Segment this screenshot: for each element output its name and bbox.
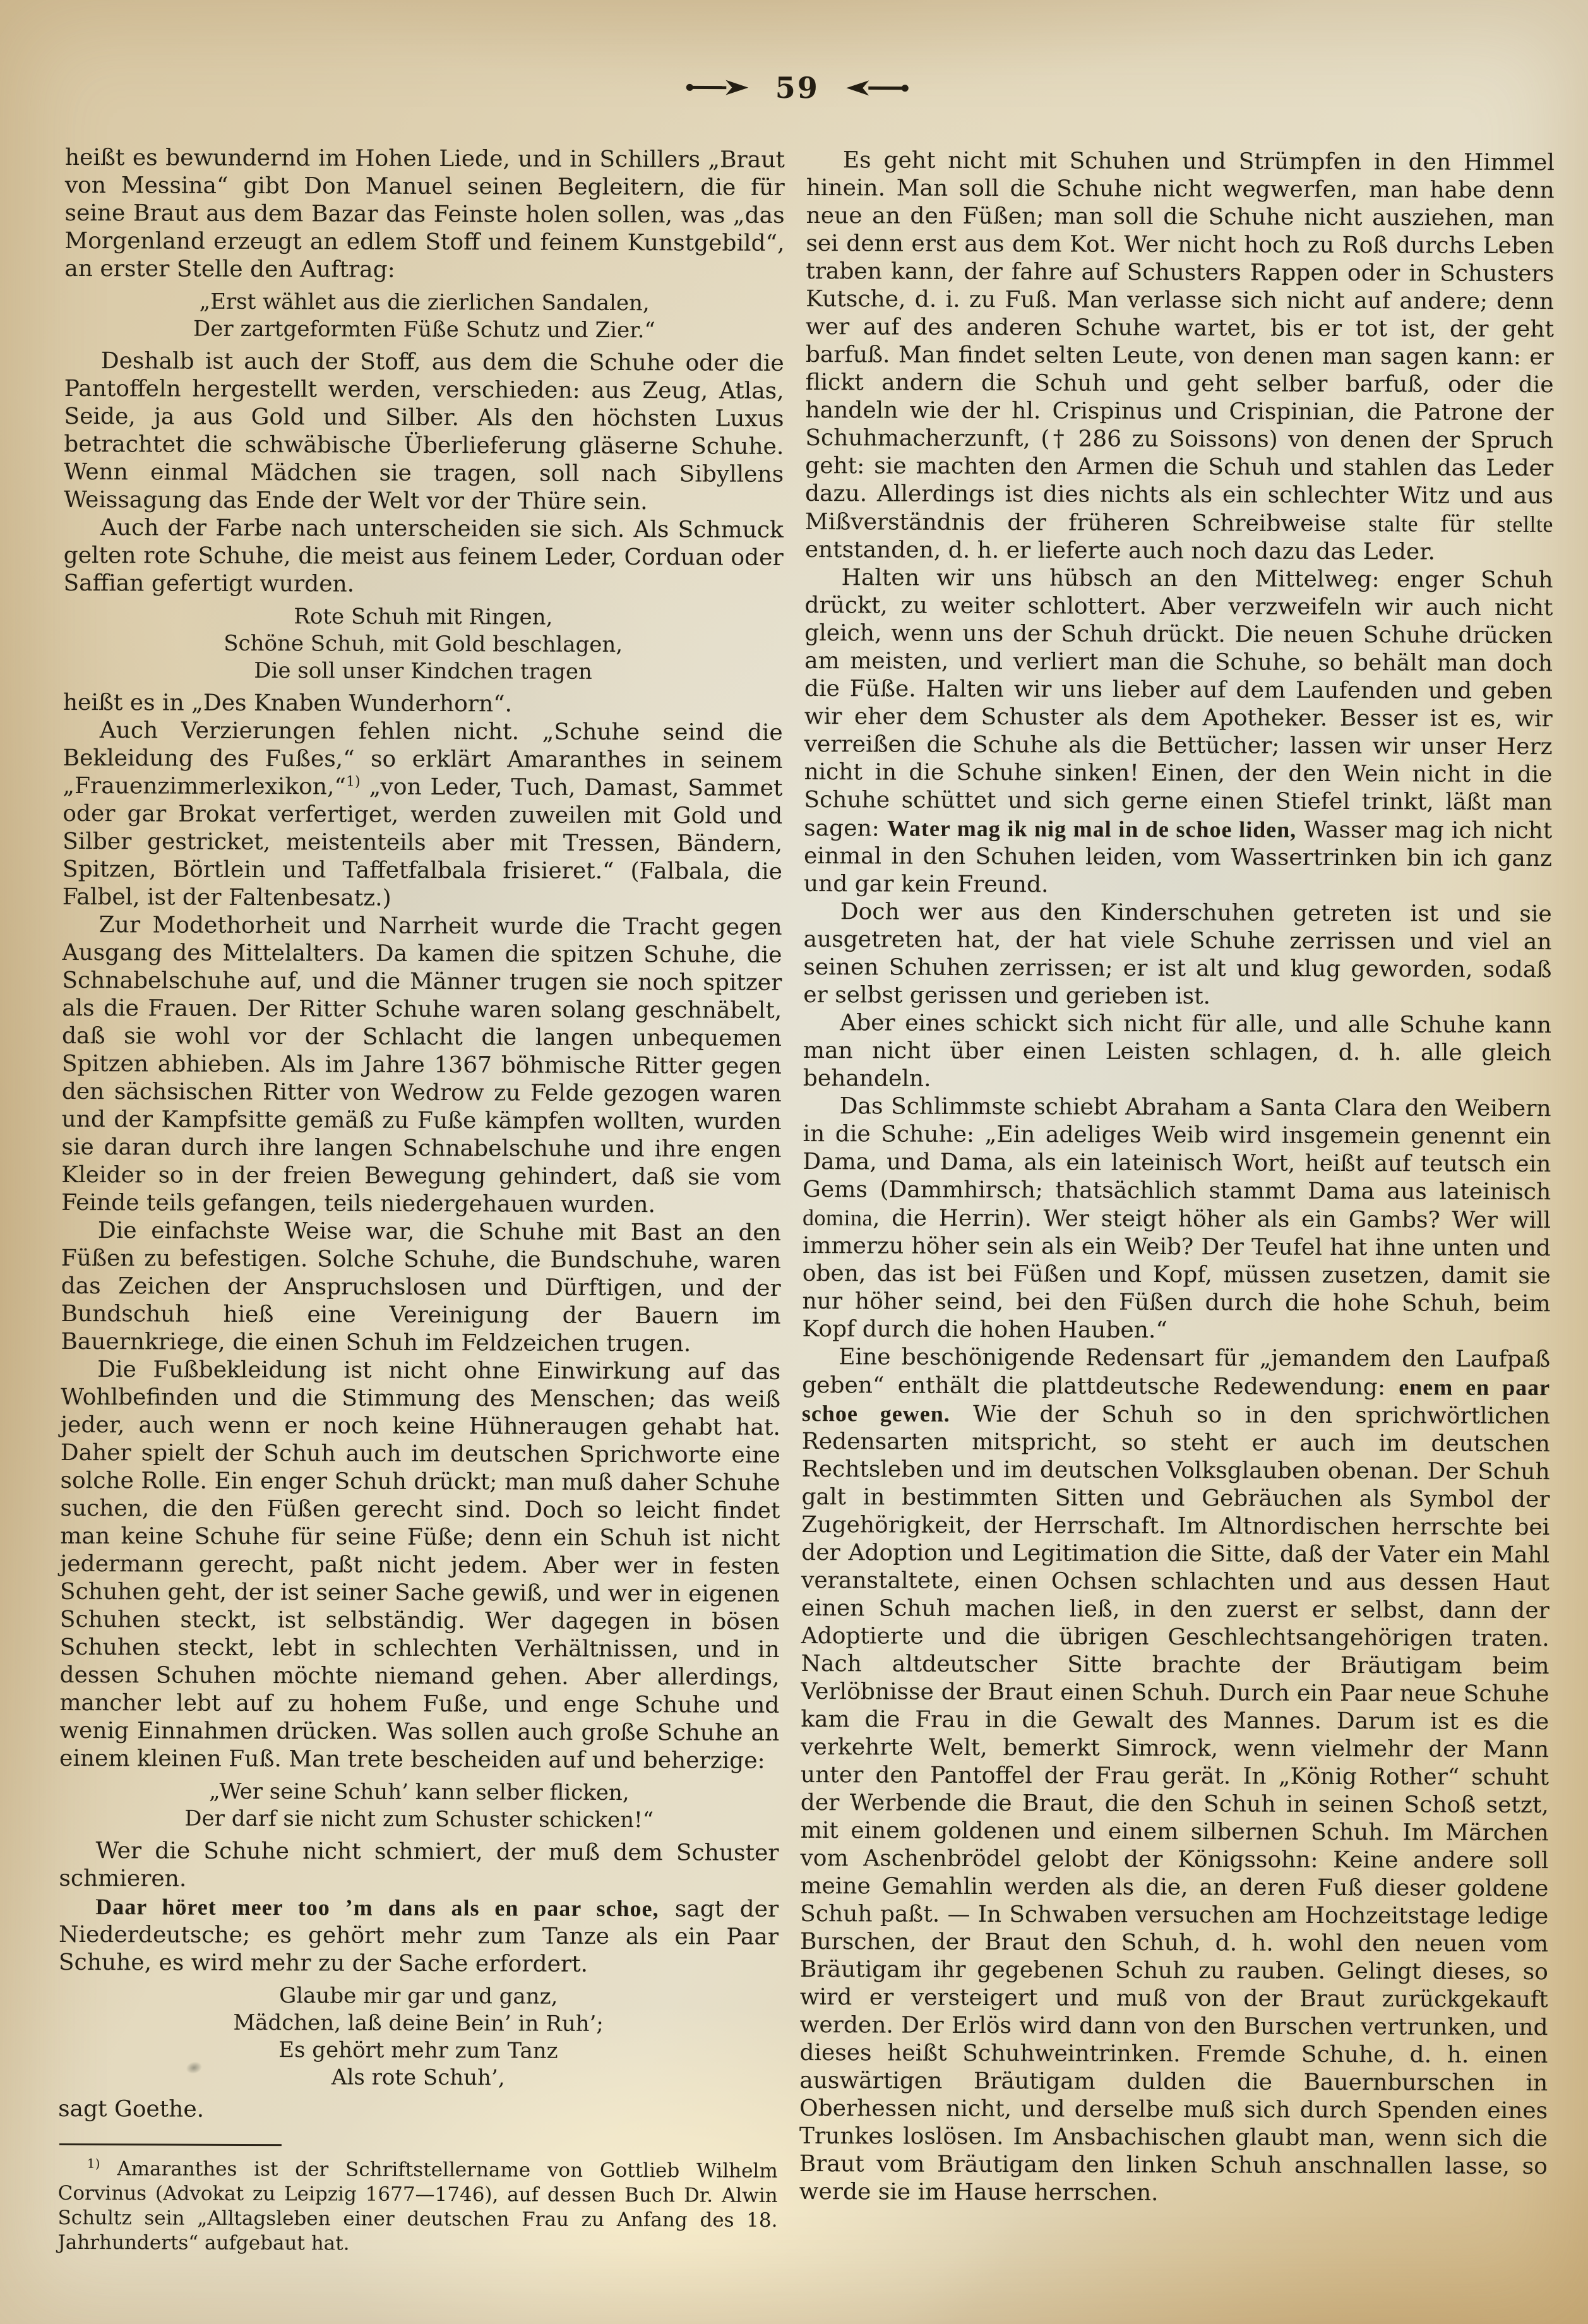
paragraph: Auch der Farbe nach unterscheiden sie sich. Als Schmuck gelten rote Schuhe, die meist aus feinem Leder, Corduan oder Saffian gefertigt wurden. (63, 515, 784, 597)
text-segment: „von Leder, Tuch, Damast, Sammet oder gar Brokat verfertiget, werden zuweilen mit Gold und Silber gestricket, meistenteils aber mit Tressen, Bändern, Spitzen, Börtlein und Taffetfalbala frisieret.“ (Falbala, die Falbel, ist der Faltenbesatz.) (62, 774, 783, 911)
page-header (3, 71, 1588, 105)
right-column (799, 147, 1555, 2208)
footnote-text: Amaranthes ist der Schriftstellername von Gottlieb Wilhelm Corvinus (Advokat zu Leipzig 1677—1746), auf dessen Buch Dr. Alwin Schultz sein „Alltagsleben einer deutschen Frau zu Anfang des 18. Jahrhunderts“ aufgebaut hat. (57, 2157, 778, 2255)
verse-line: Der darf sie nicht zum Schuster schicken!“ (184, 1806, 654, 1833)
text-segment-antiqua: Daar höret meer too ’m dans als en paar schoe, (95, 1894, 659, 1922)
paragraph: Aber eines schickt sich nicht für alle, und alle Schuhe kann man nicht über einen Leisten schlagen, d. h. alle gleich behandeln. (803, 1010, 1552, 1092)
header-ornament-left-icon (686, 78, 749, 96)
left-column (57, 144, 785, 2258)
paragraph (799, 1343, 1551, 2208)
verse-line: Der zartgeformten Füße Schutz und Zier.“ (193, 316, 655, 344)
attribution: sagt Goethe. (58, 2095, 205, 2123)
page-number: 59 (775, 70, 820, 105)
text-segment: Halten wir uns hübsch an den Mittelweg: enger Schuh drückt, zu weiter schlottert. Aber verzweifeln wir auch nicht gleich, wenn uns der Schuh drückt. Die neuen Schuhe drücken am meisten, und verliert man die Schuhe, so behält man doch die Füße. Halten wir uns lieber auf dem Laufenden und geben wir eher dem Schuster als dem Apotheker. Besser ist es, wir verreißen die Schuhe als die Bettücher; lassen wir unser Herz nicht in die Schuhe sinken! Einen, der den Wein nicht in die Schuhe schüttet und sich gerne einen Stiefel trinkt, läßt man sagen: (804, 565, 1553, 842)
text-segment-antiqua: domina (802, 1205, 873, 1231)
paragraph: Wer die Schuhe nicht schmiert, der muß dem Schuster schmieren. (59, 1838, 779, 1892)
text-segment: Es geht nicht mit Schuhen und Strümpfen in den Himmel hinein. Man soll die Schuhe nicht wegwerfen, man habe denn neue an den Füßen; man soll die Schuhe nicht ausziehen, man sei denn erst aus dem Kot. Wer nicht hoch zu Roß durchs Leben traben kann, der fahre auf Schusters Rappen oder in Schusters Kutsche, d. i. zu Fuß. Man verlasse sich nicht auf andere; denn wer auf des anderen Schuhe wartet, bis er tot ist, der geht barfuß. Man findet selten Leute, von denen man sagen kann: er flickt andern die Schuh und geht selber barfuß, oder die handeln wie der hl. Crispinus und Crispinian, die Patrone der Schuhmacherzunft, († 286 zu Soissons) von denen der Spruch geht: sie machten den Armen die Schuh und stahlen das Leder dazu. Allerdings ist dies nichts als ein schlechter Witz und aus Mißverständnis der früheren Schreibweise (804, 147, 1555, 537)
paragraph (63, 717, 783, 914)
text-segment: sagt der Niederdeutsche; es gehört mehr zum Tanze als ein Paar Schuhe, es wird mehr zu der Sache erfordert. (58, 1896, 779, 1977)
verse-line: „Wer seine Schuh’ kann selber flicken, (209, 1778, 630, 1806)
text-segment: Das Schlimmste schiebt Abraham a Santa Clara den Weibern in die Schuhe: „Ein adeliges Weib wird insgemein genennt ein Dama, und Dama, als ein lateinisch Wort, heißt auf teutsch ein Gems (Dammhirsch; thatsächlich stammt Dama aus lateinisch (803, 1093, 1551, 1206)
paragraph: Zur Modethorheit und Narrheit wurde die Tracht gegen Ausgang des Mittelalters. Da kamen die spitzen Schuhe, die Schnabelschuhe auf, und die Männer trugen sie noch spitzer als die Frauen. Der Ritter Schuhe waren solang geschnäbelt, daß sie wohl vor der Schlacht die langen unbequemen Spitzen abhieben. Als im Jahre 1367 böhmische Ritter gegen den sächsischen Ritter von Wedrow zu Felde gezogen waren und der Kampfsitte gemäß zu Fuße kämpfen wollten, wurden sie daran durch ihre langen Schnabelschuhe und ihre engen Kleider so in der freien Bewegung gehindert, daß sie vom Feinde teils gefangen, teils niedergehauen wurden. (61, 912, 782, 1218)
text-segment: Wasser mag ich nicht einmal in den Schuhen leiden, vom Wassertrinken bin ich ganz und gar kein Freund. (803, 817, 1553, 898)
footnote-marker: 1) (87, 2155, 100, 2171)
verse-line: Schöne Schuh, mit Gold beschlagen, (224, 630, 623, 658)
text-segment: , die Herrin). Wer steigt höher als ein Gambs? Wer will immerzu höher sein als ein Weib? Der Teufel hat ihne unten und oben, das ist bei Füßen und Kopf, müssen zusetzen, damit sie nur höher seind, bei den Füßen durch die hohe Schuh, beim Kopf durch die hohen Hauben.“ (802, 1205, 1551, 1344)
verse-line: Die soll unser Kindchen tragen (254, 658, 592, 685)
paragraph: heißt es bewundernd im Hohen Liede, und in Schillers „Braut von Messina“ gibt Don Manuel seinen Begleitern, die für seine Braut aus dem Bazar das Feinste holen sollen, was „das Morgenland erzeugt an edlem Stoff und feinem Kunstgebild“, an erster Stelle den Auftrag: (64, 144, 785, 283)
verse-line: Glaube mir gar und ganz, (279, 1983, 558, 2010)
verse (63, 602, 783, 686)
verse-line: Es gehört mehr zum Tanz (278, 2037, 558, 2064)
text-segment-antiqua: stalte (1368, 511, 1419, 537)
text-segment: Eine beschönigende Redensart für „jemandem den Laufpaß geben“ enthält die plattdeutsche Redewendung: (802, 1344, 1551, 1401)
paragraph: heißt es in „Des Knaben Wunderhorn“. (63, 689, 513, 717)
paragraph (802, 1093, 1551, 1346)
text-segment: entstanden, d. h. er lieferte auch noch dazu das Leder. (804, 537, 1436, 565)
paragraph: Die Fußbekleidung ist nicht ohne Einwirkung auf das Wohlbefinden und die Stimmung des Menschen; das weiß jeder, auch wenn er noch keine Hühneraugen gehabt hat. Daher spielt der Schuh auch im deutschen Sprichworte eine solche Rolle. Ein enger Schuh drückt; man muß daher Schuhe suchen, die den Füßen gerecht sind. Doch so leicht findet man keine Schuhe für seine Füße; denn ein Schuh ist nicht jedermann gerecht, paßt nicht jedem. Aber wer in festen Schuhen geht, der ist seiner Sache gewiß, und wer in eigenen Schuhen steckt, ist selbständig. Wer dagegen in bösen Schuhen steckt, lebt in schlechten Verhältnissen, und in dessen Schuhen möchte niemand gehen. Aber allerdings, mancher lebt auf zu hohem Fuße, und enge Schuhe und wenig Einnahmen drücken. Was sollen auch große Schuhe an einem kleinen Fuß. Man trete bescheiden auf und beherzige: (59, 1357, 781, 1774)
header-ornament-right-icon (846, 79, 909, 97)
footnote-rule (59, 2143, 282, 2146)
text-segment-antiqua: stellte (1496, 511, 1553, 537)
footnote-reference: 1) (345, 773, 361, 790)
paragraph: Deshalb ist auch der Stoff, aus dem die Schuhe oder die Pantoffeln hergestellt werden, verschieden: aus Zeug, Atlas, Seide, ja aus Gold und Silber. Als den höchsten Luxus betrachtet die schwäbische Überlieferung gläserne Schuhe. Wenn einmal Mädchen sie tragen, soll nach Sibyllens Weissagung das Ende der Welt vor der Thüre sein. (63, 348, 784, 515)
verse-line: Als rote Schuh’, (331, 2064, 505, 2091)
text-segment: für (1418, 511, 1497, 537)
text-segment-antiqua: enem en paar schoe gewen. (801, 1374, 1551, 1427)
verse-line: Rote Schuh mit Ringen, (294, 604, 553, 630)
verse (58, 1982, 779, 2093)
text-segment: Wie der Schuh so in den sprichwörtlichen Redensarten mitspricht, so steht er auch im deutschen Rechtsleben und im deutschen Volksglauben obenan. Der Schuh galt in bestimmten Sitten und Gebräuchen als Symbol der Zugehörigkeit, der Herrschaft. Im Altnordischen herrschte bei der Adoption und Legitimation die Sitte, daß der Vater ein Mahl veranstaltete, einen Ochsen schlachten und aus dessen Haut einen Schuh machen ließ, in den zuerst er selbst, dann der Adoptierte und die übrigen Geschlechtsangehörigen traten. Nach altdeutscher Sitte brachte der Bräutigam beim Verlöbnisse der Braut einen Schuh. Durch ein Paar neue Schuhe kam die Frau in die Gewalt des Mannes. Darum ist es die verkehrte Welt, bemerkt Simrock, wenn vielmehr der Mann unter den Pantoffel der Frau gerät. In „König Rother“ schuht der Werbende die Braut, die den Schuh in seinen Schoß setzt, mit einem goldenen und einem silbernen Schuh. Im Märchen vom Aschenbrödel gelobt der Königssohn: Keine andere soll meine Gemahlin werden als die, an deren Fuß dieser goldene Schuh paßt. — In Schwaben versuchen am Hochzeitstage ledige Burschen, der Braut den Schuh, d. h. wohl den neuen vom Bräutigam ihr gegebenen Schuh zu rauben. Gelingt dieses, so wird er versteigert und muß von der Braut zurückgekauft werden. Der Erlös wird dann von den Burschen vertrunken, und dieses heißt Schuhweintrinken. Fremde Schuhe, d. h. einen auswärtigen Bräutigam dulden die Bauernburschen in Oberhessen nicht, und derselbe muß sich durch Spenden eines Trunkes loslösen. Im Ansbachischen glaubt man, wenn sich die Braut vom Bräutigam den linken Schuh anschnallen lasse, so werde sie im Hause herrschen. (799, 1401, 1551, 2207)
paragraph (805, 147, 1555, 566)
verse (59, 1778, 779, 1835)
paragraph: Doch wer aus den Kinderschuhen getreten ist und sie ausgetreten hat, der hat viele Schuhe zerrissen und viel an seinen Schuhen zerrissen; er ist alt und klug geworden, sodaß er selbst gerissen und gerieben ist. (803, 899, 1552, 1010)
footnote (57, 2157, 778, 2258)
verse-line: Mädchen, laß deine Bein’ in Ruh’; (233, 2010, 604, 2037)
paragraph: Die einfachste Weise war, die Schuhe mit Bast an den Füßen zu befestigen. Solche Schuhe, die Bundschuhe, waren das Zeichen der Anspruchslosen und Dürftigen, und der Bundschuh hieß eine Vereinigung der Bauern im Bauernkriege, die einen Schuh im Feldzeichen trugen. (61, 1218, 782, 1357)
paragraph (59, 1893, 779, 1979)
verse-line: „Erst wählet aus die zierlichen Sandalen, (199, 289, 650, 316)
verse (64, 288, 784, 345)
paragraph (804, 564, 1553, 901)
text-segment-antiqua: Water mag ik nig mal in de schoe liden, (887, 815, 1297, 842)
text-segment: Auch Verzierungen fehlen nicht. „Schuhe seind die Bekleidung des Fußes,“ so erklärt Amaranthes in seinem „Frauenzimmerlexikon,“ (63, 717, 783, 800)
